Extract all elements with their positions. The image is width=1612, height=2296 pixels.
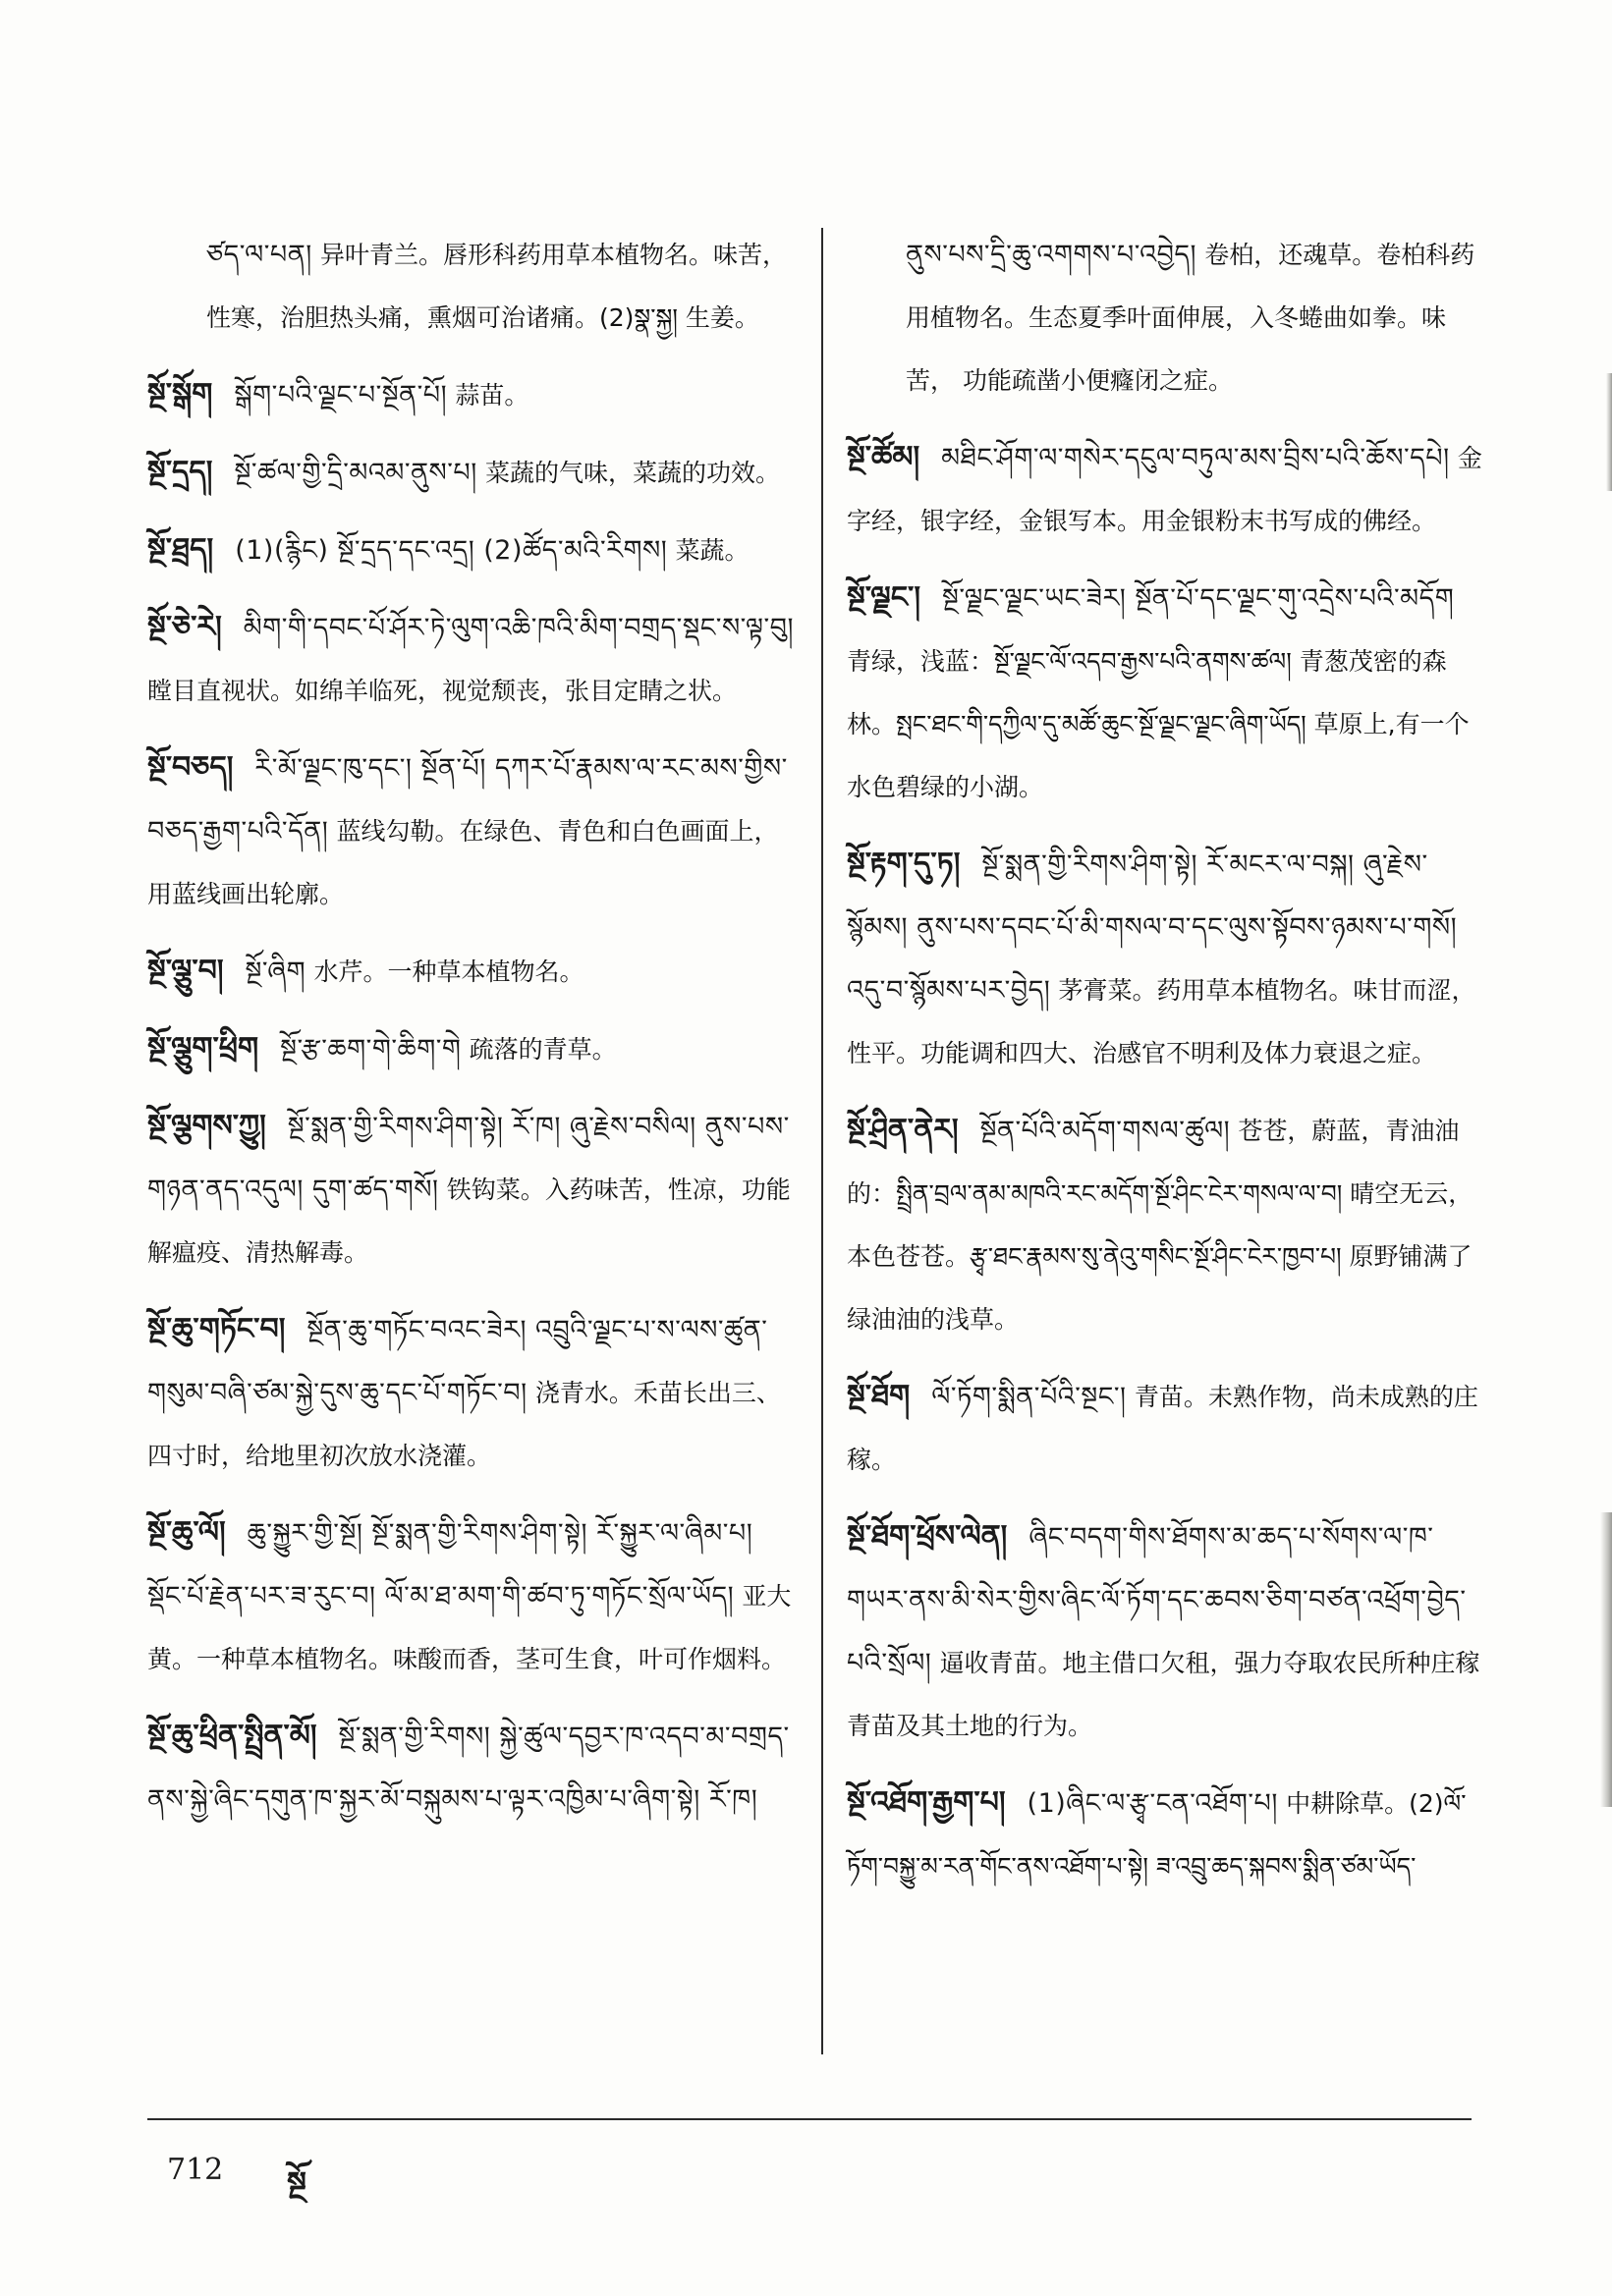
- dictionary-entry: [147, 1095, 796, 1285]
- entry-tibetan-definition: སྔོ་ཞིག: [245, 957, 306, 987]
- entry-chinese-definition: 菜蔬的气味，菜蔬的功效。: [485, 459, 781, 487]
- entry-tibetan-definition: མཐིང་ཤོག་ལ་གསེར་དངུལ་བཏུལ་མས་བྲིས་པའི་ཆོས་དཔེ།: [941, 443, 1450, 473]
- entry-headword: སྔོ་ཅེ་རེ།: [147, 610, 222, 644]
- entry-tibetan-definition: མིག་གི་དབང་པོ་ཤོར་ཏེ་ལུག་འཆི་ཁའི་མིག་བགྲད་སྡང་ས་ལྟ་བུ།: [243, 613, 794, 643]
- entry-tibetan-definition: སྔོ་ལྗང་ལྗང་ཡང་ཟེར། སྔོན་པོ་དང་ལྗང་གུ་འདྲེས་པའི་མདོག: [942, 583, 1455, 614]
- entry-tibetan-definition: སྔོ་སྨན་གྱི་རིགས་ཤིག་སྟེ། རོ་ཁ། ཞུ་རྗེས་བསིལ། ནུས་པས་གཉན་ནད་འདུལ། དུག་ཚད་གསོ།: [147, 1112, 790, 1205]
- footer-rule: [147, 2118, 1472, 2120]
- dictionary-entry: [847, 1772, 1485, 1898]
- entry-headword: སྔོ་སྒོག: [147, 377, 213, 411]
- dictionary-entry: [147, 363, 796, 427]
- entry-tibetan-definition: སྔོ་སྨན་གྱི་རིགས། སྐྱེ་ཚུལ་དབྱར་ཁ་འདབ་མ་བགྲད་ནས་སྐྱེ་ཞིང་དགུན་ཁ་སྐྱར་མོ་བསྐུམས་པ་ལྟར་འཁྱིམ་པ་ཞིག་སྟེ། རོ་ཁ།: [147, 1722, 790, 1815]
- entry-chinese-definition: 蒜苗。: [455, 381, 529, 410]
- entry-tibetan-definition: (1)(རྙིང) སྔོ་དྲད་དང་འདྲ། (2)ཚོད་མའི་རིགས།: [235, 535, 668, 566]
- dictionary-entry: [847, 567, 1485, 819]
- entry-headword: སྔོ་ཆུ་ཕྲིན་སྤྲིན་མོ།: [147, 1719, 317, 1753]
- dictionary-entry: [147, 737, 796, 926]
- entry-chinese-definition: 蓝线勾勒。在绿色、青色和白色画面上，用蓝线画出轮廓。: [147, 817, 779, 908]
- entry-tibetan-definition: ཙད་ལ་པན།: [206, 240, 312, 270]
- entry-chinese-definition: 异叶青兰。唇形科药用草本植物名。味苦，性寒，治胆热头痛，熏烟可治诸痛。(2)སྣ་སྐྱ། 生姜。: [206, 241, 787, 332]
- dictionary-entry: [147, 519, 796, 582]
- entry-chinese-definition: 浇青水。禾苗长出三、四寸时，给地里初次放水浇灌。: [147, 1379, 781, 1470]
- entry-headword: སྔོ་ལྕུག་ཕྲིག: [147, 1031, 259, 1066]
- entry-chinese-definition: 亚大黄。一种草本植物名。味酸而香，茎可生食，叶可作烟料。: [147, 1582, 792, 1673]
- scan-edge-mark: [1600, 1512, 1612, 1807]
- entry-headword: སྔོ་འཐོག་རྒྱག་པ།: [847, 1785, 1006, 1820]
- entry-headword: སྔོ་བཅད།: [147, 750, 234, 785]
- entry-headword: སྔོ་ལྗང་།: [847, 580, 920, 615]
- dictionary-entry: [147, 596, 796, 723]
- dictionary-entry: [847, 1099, 1485, 1351]
- entry-headword: སྔོ་ཤྲིན་ནེར།: [847, 1113, 959, 1147]
- entry-tibetan-definition: ལོ་ཏོག་སྨིན་པོའི་སྔང་།: [931, 1382, 1127, 1412]
- dictionary-entry: [847, 426, 1485, 553]
- entry-tibetan-definition: སྔོན་པོའི་མདོག་གསལ་ཚུལ།: [979, 1116, 1231, 1146]
- entry-chinese-definition: 卷柏，还魂草。卷柏科药用植物名。生态夏季叶面伸展，入冬蜷曲如拳。味苦， 功能疏凿小便癃闭之症。: [906, 241, 1475, 395]
- entry-headword: སྔོ་ལྕགས་ཀྱུ།: [147, 1109, 266, 1143]
- dictionary-entry: [147, 1298, 796, 1488]
- dictionary-entry: [147, 1502, 796, 1691]
- entry-tibetan-definition: ཞིང་བདག་གིས་ཐོགས་མ་ཆད་པ་སོགས་ལ་ཁ་གཡར་ནས་མི་སེར་གྱིས་ཞིང་ལོ་ཏོག་དང་ཆབས་ཅིག་བཙན་འཕྲོག་བྱེད་པའི་སྲོལ།: [847, 1522, 1467, 1678]
- entry-chinese-definition: 水芹。一种草本植物名。: [313, 957, 584, 986]
- entry-headword: སྔོ་དྲད།: [147, 455, 213, 489]
- dictionary-entry: [147, 940, 796, 1004]
- dictionary-entry: [847, 833, 1485, 1085]
- section-letter: སྔོ: [287, 2164, 307, 2202]
- entry-chinese-definition: 菜蔬。: [675, 536, 750, 565]
- entry-tibetan-definition: ཆུ་སྐྱུར་གྱི་སྔོ། སྔོ་སྨན་གྱི་རིགས་ཤིག་སྟེ། རོ་སྐྱུར་ལ་ཞིམ་པ། སྡོང་པོ་རྗེན་པར་ཟ་རུང་བ། ལོ་མ་ཐ་མག་གི་ཚབ་ཏུ་གཏོང་སྲོལ་ཡོད།: [147, 1518, 753, 1612]
- entry-chinese-definition: 青苗。未熟作物，尚未成熟的庄稼。: [847, 1383, 1478, 1474]
- scan-edge-mark: [1606, 373, 1612, 491]
- column-divider: [821, 228, 823, 2054]
- dictionary-entry: [847, 1505, 1485, 1758]
- entry-tibetan-definition: སྒོག་པའི་ལྗང་པ་སྔོན་པོ།: [234, 380, 448, 410]
- entry-headword: སྔོ་ཐྲད།: [147, 532, 214, 567]
- right-column: [847, 224, 1485, 1912]
- dictionary-entry: [147, 441, 796, 505]
- entry-headword: སྔོ་ཆུ་ལོ།: [147, 1515, 226, 1550]
- dictionary-entry: [847, 1365, 1485, 1492]
- entry-chinese-definition: 茅膏菜。药用草本植物名。味甘而涩，性平。功能调和四大、治感官不明利及体力衰退之症。: [847, 976, 1476, 1067]
- entry-tibetan-definition: སྔོན་ཆུ་གཏོང་བའང་ཟེར། འབྲུའི་ལྗང་པ་ས་ལས་ཚུན་གསུམ་བཞི་ཙམ་སྐྱེ་དུས་ཆུ་དང་པོ་གཏོང་བ།: [147, 1315, 768, 1408]
- entry-headword: སྔོ་ཐོག་ཕྲོས་ལེན།: [847, 1519, 1008, 1554]
- entry-headword: སྔོ་ལྕུ་བ།: [147, 954, 224, 988]
- left-column: [147, 224, 796, 1845]
- entry-tibetan-definition: སྔོ་སྨན་གྱི་རིགས་ཤིག་སྟེ། རོ་མངར་ལ་བསྐ། ཞུ་རྗེས་སྙོམས། ནུས་པས་དབང་པོ་མི་གསལ་བ་དང་ལུས་སྟོབས་ཉམས་པ་གསོ། འདུ་བ་སྙོམས་པར་བྱེད།: [847, 849, 1458, 1006]
- entry-chinese-definition: 疏落的青草。: [469, 1035, 617, 1064]
- entry-headword: སྔོ་ཆུ་གཏོང་བ།: [147, 1312, 286, 1346]
- dictionary-entry: [147, 1017, 796, 1081]
- dictionary-entry: [847, 224, 1485, 412]
- entry-chinese-definition: 铁钩菜。入药味苦，性凉，功能解瘟疫、清热解毒。: [147, 1175, 791, 1267]
- dictionary-entry: [147, 224, 796, 350]
- entry-chinese-definition: 逼收青苗。地主借口欠租，强力夺取农民所种庄稼青苗及其土地的行为。: [847, 1649, 1480, 1740]
- entry-headword: སྔོ་རྟག་དུ་ཏ།: [847, 847, 961, 881]
- entry-tibetan-definition: སྔོ་རྩ་ཆག་གེ་ཆིག་གེ: [280, 1034, 462, 1065]
- entry-chinese-definition: 中耕除草。(2)ལོ་ཏོག་བསྐྱུ་མ་རན་གོང་ནས་འཐོག་པ་སྟེ། ཟ་འབྲུ་ཆད་སྐབས་སྨིན་ཙམ་ཡོད་: [847, 1789, 1467, 1881]
- entry-chinese-definition: 青绿，浅蓝：སྔོ་ལྗང་ལོ་འདབ་རྒྱས་པའི་ནགས་ཚལ། 青葱茂密的森林。སྤང་ཐང་གི་དཀྱིལ་དུ་མཚོ་ཆུང་སྔོ་ལྗང་ལྗང་ཞིག་ཡོད། 草原上,有一个水色碧绿的小湖。: [847, 647, 1470, 801]
- entry-chinese-definition: 金字经，银字经，金银写本。用金银粉末书写成的佛经。: [847, 444, 1482, 535]
- entry-chinese-definition: 苍苍，蔚蓝，青油油的：སྤྲིན་བྲལ་ནམ་མཁའི་རང་མདོག་སྔོ་ཤིང་ངེར་གསལ་ལ་བ། 晴空无云，本色苍苍。རྩྭ་ཐང་རྣམས་སུ་ནེའུ་གསིང་སྔོ་ཤིང་ངེར་ཁྱབ་པ། 原野铺满了绿油油的浅草。: [847, 1117, 1473, 1334]
- entry-tibetan-definition: སྔོ་ཚལ་གྱི་དྲི་མའམ་ནུས་པ།: [234, 458, 477, 488]
- entry-headword: སྔོ་ཐོག: [847, 1379, 911, 1413]
- page-number: 712: [167, 2153, 224, 2187]
- entry-headword: སྔོ་ཚོམ།: [847, 440, 920, 474]
- entry-tibetan-definition: རི་མོ་ལྗང་ཁུ་དང་། སྔོན་པོ། དཀར་པོ་རྣམས་ལ་རང་མས་གྱིས་བཅད་རྒྱག་པའི་དོན།: [147, 753, 788, 847]
- entry-tibetan-definition: ནུས་པས་དྲི་ཆུ་འགགས་པ་འབྱེད།: [906, 240, 1197, 270]
- entry-tibetan-definition: (1)ཞིང་ལ་རྩྭ་ངན་འཐོག་པ།: [1027, 1788, 1278, 1819]
- entry-chinese-definition: 瞠目直视状。如绵羊临死，视觉颓丧，张目定睛之状。: [147, 677, 738, 705]
- dictionary-entry: [147, 1705, 796, 1831]
